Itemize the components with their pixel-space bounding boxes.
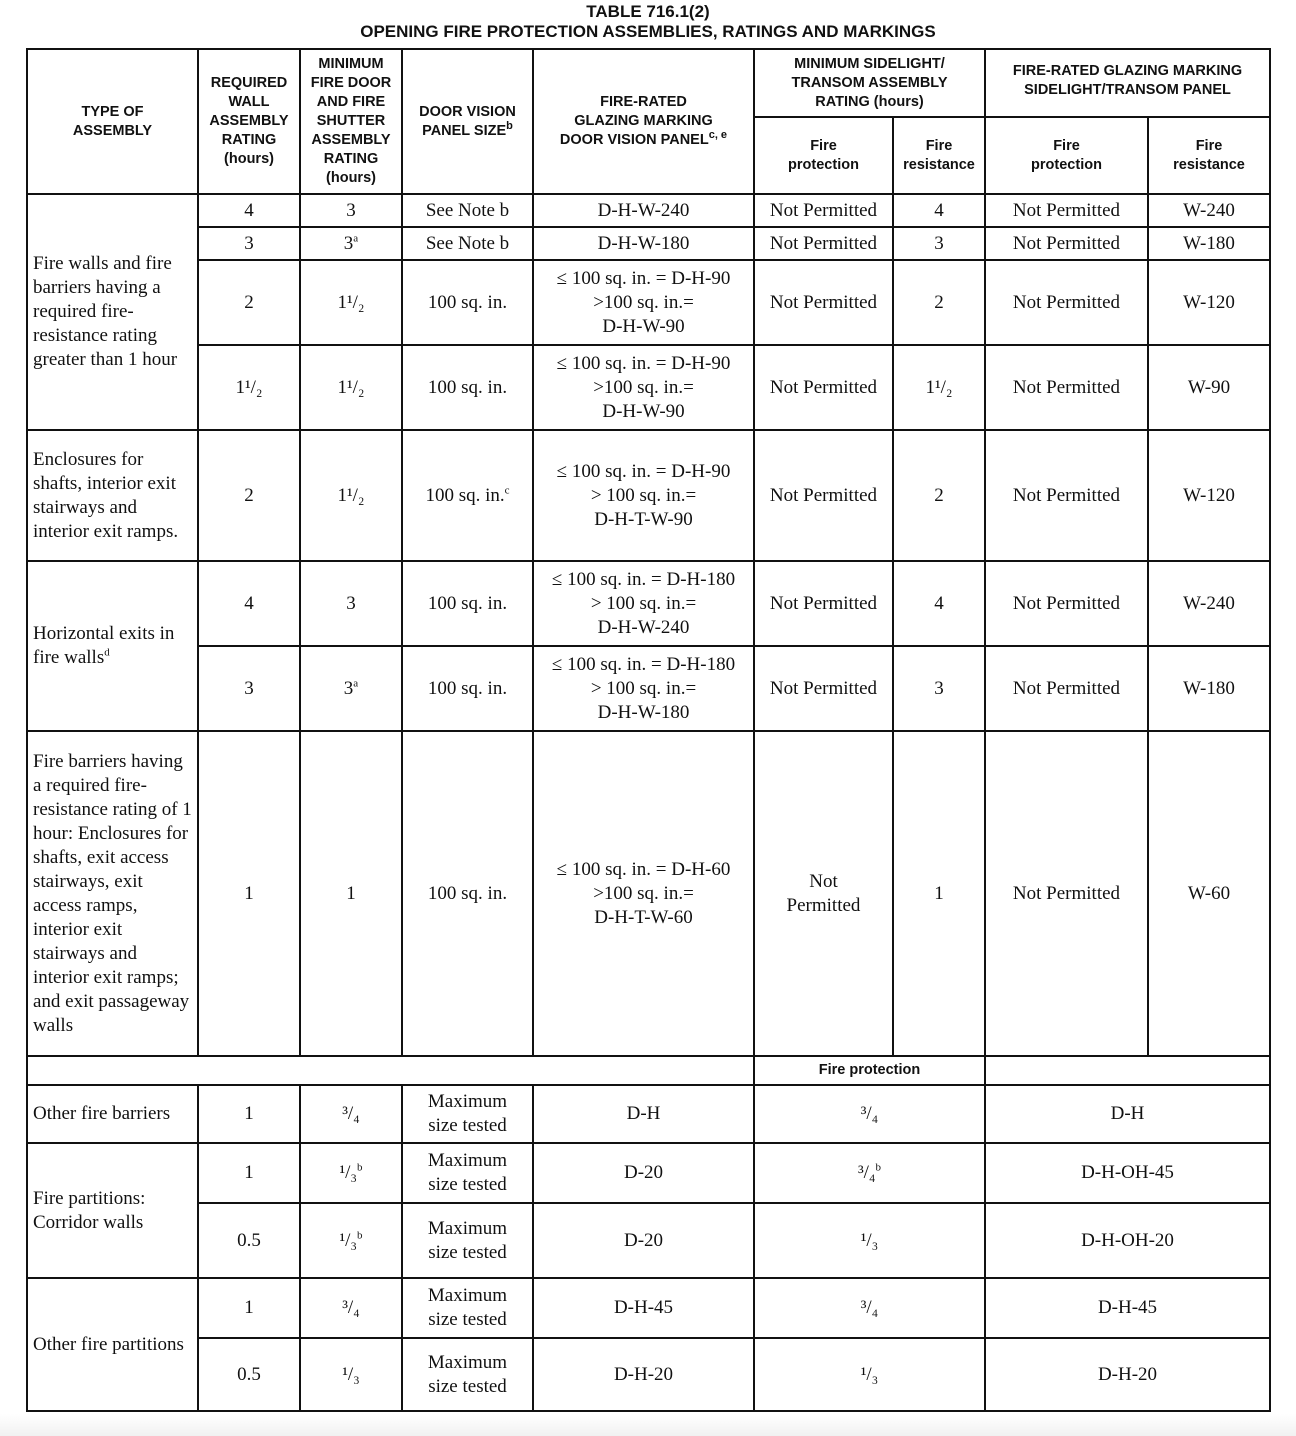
cell-sidelight-fp: Not Permitted	[754, 646, 893, 731]
cell-sidelight-glazing: D-H-20	[985, 1338, 1270, 1411]
cell-panel: 100 sq. in.	[402, 561, 533, 646]
cell-door: 3$^a$	[300, 227, 402, 260]
cell-glazing: D-H	[533, 1085, 754, 1143]
cell-sidelight-glazing: D-H-45	[985, 1278, 1270, 1338]
cell-panel: 100 sq. in.	[402, 345, 533, 430]
cell-door: 3$^a$	[300, 646, 402, 731]
cell-door: ¹/₃	[300, 1338, 402, 1411]
cell-sidelight-fr: 3	[893, 227, 985, 260]
cell-glazing: ≤ 100 sq. in. = D-H-90 >100 sq. in.= D-H-W-90	[533, 345, 754, 430]
cell-door: 1¹/₂	[300, 430, 402, 561]
header-glazing-fire-resistance: Fire resistance	[1148, 117, 1270, 194]
cell-panel: 100 sq. in.	[402, 260, 533, 345]
cell-st-fr: W-180	[1148, 227, 1270, 260]
group-enclosures: Enclosures for shafts, interior exit stairways and interior exit ramps.	[27, 430, 198, 561]
fire-protection-table	[26, 48, 1271, 1412]
cell-glazing: D-H-W-180	[533, 227, 754, 260]
group-one-hour-barriers: Fire barriers having a required fire-resistance rating of 1 hour: Enclosures for shafts, exit access stairways, exit access ramps, interior exit stairways and interior exit ramps; and exit passageway walls	[27, 731, 198, 1056]
group-other-fire-partitions: Other fire partitions	[27, 1278, 198, 1411]
divider-blank-right	[985, 1056, 1270, 1085]
cell-door: 3	[300, 561, 402, 646]
cell-sidelight: ³/₄	[754, 1085, 985, 1143]
cell-sidelight-fp: Not Permitted	[754, 430, 893, 561]
header-door-rating: MINIMUM FIRE DOOR AND FIRE SHUTTER ASSEMBLY RATING (hours)	[300, 49, 402, 194]
header-sidelight-rating: MINIMUM SIDELIGHT/ TRANSOM ASSEMBLY RATING (hours)	[754, 49, 985, 117]
cell-door: ³/₄	[300, 1278, 402, 1338]
cell-st-fr: W-240	[1148, 561, 1270, 646]
cell-st-fp: Not Permitted	[985, 646, 1148, 731]
header-type-of-assembly: TYPE OF ASSEMBLY	[27, 49, 198, 194]
header-sidelight-fire-protection: Fire protection	[754, 117, 893, 194]
cell-panel: Maximum size tested	[402, 1203, 533, 1278]
cell-sidelight-fp: Not Permitted	[754, 260, 893, 345]
cell-panel: See Note b	[402, 227, 533, 260]
cell-panel: Maximum size tested	[402, 1338, 533, 1411]
table-subtitle: OPENING FIRE PROTECTION ASSEMBLIES, RATINGS AND MARKINGS	[360, 22, 936, 41]
cell-sidelight-fr: 4	[893, 194, 985, 227]
cell-st-fr: W-240	[1148, 194, 1270, 227]
cell-sidelight: ¹/₃	[754, 1338, 985, 1411]
cell-glazing: D-H-W-240	[533, 194, 754, 227]
header-glazing-fire-protection: Fire protection	[985, 117, 1148, 194]
header-wall-rating: REQUIRED WALL ASSEMBLY RATING (hours)	[198, 49, 300, 194]
header-glazing-sidelight: FIRE-RATED GLAZING MARKING SIDELIGHT/TRANSOM PANEL	[985, 49, 1270, 117]
cell-sidelight: ³/₄$^b$	[754, 1143, 985, 1203]
cell-sidelight-fr: 1	[893, 731, 985, 1056]
cell-wall: 2	[198, 260, 300, 345]
cell-wall: 1¹/₂	[198, 345, 300, 430]
cell-panel: Maximum size tested	[402, 1085, 533, 1143]
cell-panel: 100 sq. in.	[402, 731, 533, 1056]
cell-door: ¹/₃$^b$	[300, 1203, 402, 1278]
cell-glazing: D-20	[533, 1203, 754, 1278]
cell-door: 1¹/₂	[300, 345, 402, 430]
cell-glazing: ≤ 100 sq. in. = D-H-60 >100 sq. in.= D-H-T-W-60	[533, 731, 754, 1056]
cell-panel: Maximum size tested	[402, 1278, 533, 1338]
cell-glazing: D-H-45	[533, 1278, 754, 1338]
cell-door: 1	[300, 731, 402, 1056]
cell-glazing: D-H-20	[533, 1338, 754, 1411]
cell-glazing: ≤ 100 sq. in. = D-H-180 > 100 sq. in.= D-H-W-180	[533, 646, 754, 731]
cell-sidelight-fp: Not Permitted	[754, 194, 893, 227]
cell-wall: 0.5	[198, 1338, 300, 1411]
cell-st-fp: Not Permitted	[985, 260, 1148, 345]
cell-glazing: ≤ 100 sq. in. = D-H-90 > 100 sq. in.= D-H-T-W-90	[533, 430, 754, 561]
cell-wall: 1	[198, 1085, 300, 1143]
cell-st-fr: W-180	[1148, 646, 1270, 731]
cell-st-fp: Not Permitted	[985, 194, 1148, 227]
cell-sidelight-fr: 2	[893, 260, 985, 345]
cell-sidelight-glazing: D-H-OH-20	[985, 1203, 1270, 1278]
group-horizontal-exits: Horizontal exits in fire walls$^d$	[27, 561, 198, 731]
cell-panel: 100 sq. in.	[402, 646, 533, 731]
group-other-fire-barriers: Other fire barriers	[27, 1085, 198, 1143]
cell-sidelight-fp: Not Permitted	[754, 731, 893, 1056]
cell-sidelight: ¹/₃	[754, 1203, 985, 1278]
cell-door: ³/₄	[300, 1085, 402, 1143]
cell-sidelight-fp: Not Permitted	[754, 345, 893, 430]
cell-panel: Maximum size tested	[402, 1143, 533, 1203]
cell-wall: 4	[198, 194, 300, 227]
cell-sidelight: ³/₄	[754, 1278, 985, 1338]
cell-wall: 1	[198, 1143, 300, 1203]
cell-sidelight-fr: 4	[893, 561, 985, 646]
cell-sidelight-fp: Not Permitted	[754, 227, 893, 260]
cell-wall: 1	[198, 731, 300, 1056]
group-fire-partitions: Fire partitions: Corridor walls	[27, 1143, 198, 1278]
cell-wall: 2	[198, 430, 300, 561]
cell-st-fp: Not Permitted	[985, 227, 1148, 260]
cell-st-fr: W-120	[1148, 430, 1270, 561]
header-sidelight-fire-resistance: Fire resistance	[893, 117, 985, 194]
cell-st-fr: W-90	[1148, 345, 1270, 430]
cell-wall: 0.5	[198, 1203, 300, 1278]
cell-sidelight-glazing: D-H	[985, 1085, 1270, 1143]
header-vision-panel-size: DOOR VISION PANEL SIZE$^b$	[402, 49, 533, 194]
cell-panel: See Note b	[402, 194, 533, 227]
cell-st-fr: W-120	[1148, 260, 1270, 345]
cell-glazing: ≤ 100 sq. in. = D-H-90 >100 sq. in.= D-H-W-90	[533, 260, 754, 345]
cell-sidelight-glazing: D-H-OH-45	[985, 1143, 1270, 1203]
cell-st-fp: Not Permitted	[985, 731, 1148, 1056]
cell-st-fr: W-60	[1148, 731, 1270, 1056]
cell-glazing: ≤ 100 sq. in. = D-H-180 > 100 sq. in.= D-H-W-240	[533, 561, 754, 646]
cell-door: ¹/₃$^b$	[300, 1143, 402, 1203]
cell-sidelight-fp: Not Permitted	[754, 561, 893, 646]
page-bottom-shadow	[0, 1414, 1296, 1436]
cell-sidelight-fr: 1¹/₂	[893, 345, 985, 430]
cell-sidelight-fr: 3	[893, 646, 985, 731]
label-fire-protection: Fire protection	[754, 1056, 985, 1085]
cell-door: 1¹/₂	[300, 260, 402, 345]
cell-wall: 3	[198, 646, 300, 731]
cell-wall: 3	[198, 227, 300, 260]
table-title: TABLE 716.1(2)	[586, 2, 710, 21]
cell-door: 3	[300, 194, 402, 227]
group-fire-walls: Fire walls and fire barriers having a required fire-resistance rating greater than 1 hour	[27, 194, 198, 430]
cell-panel: 100 sq. in.$^c$	[402, 430, 533, 561]
cell-sidelight-fr: 2	[893, 430, 985, 561]
cell-st-fp: Not Permitted	[985, 345, 1148, 430]
cell-st-fp: Not Permitted	[985, 430, 1148, 561]
header-glazing-marking-door: FIRE-RATED GLAZING MARKING DOOR VISION PANEL$^{c, e}$	[533, 49, 754, 194]
cell-glazing: D-20	[533, 1143, 754, 1203]
cell-wall: 1	[198, 1278, 300, 1338]
cell-st-fp: Not Permitted	[985, 561, 1148, 646]
divider-blank	[27, 1056, 754, 1085]
cell-wall: 4	[198, 561, 300, 646]
